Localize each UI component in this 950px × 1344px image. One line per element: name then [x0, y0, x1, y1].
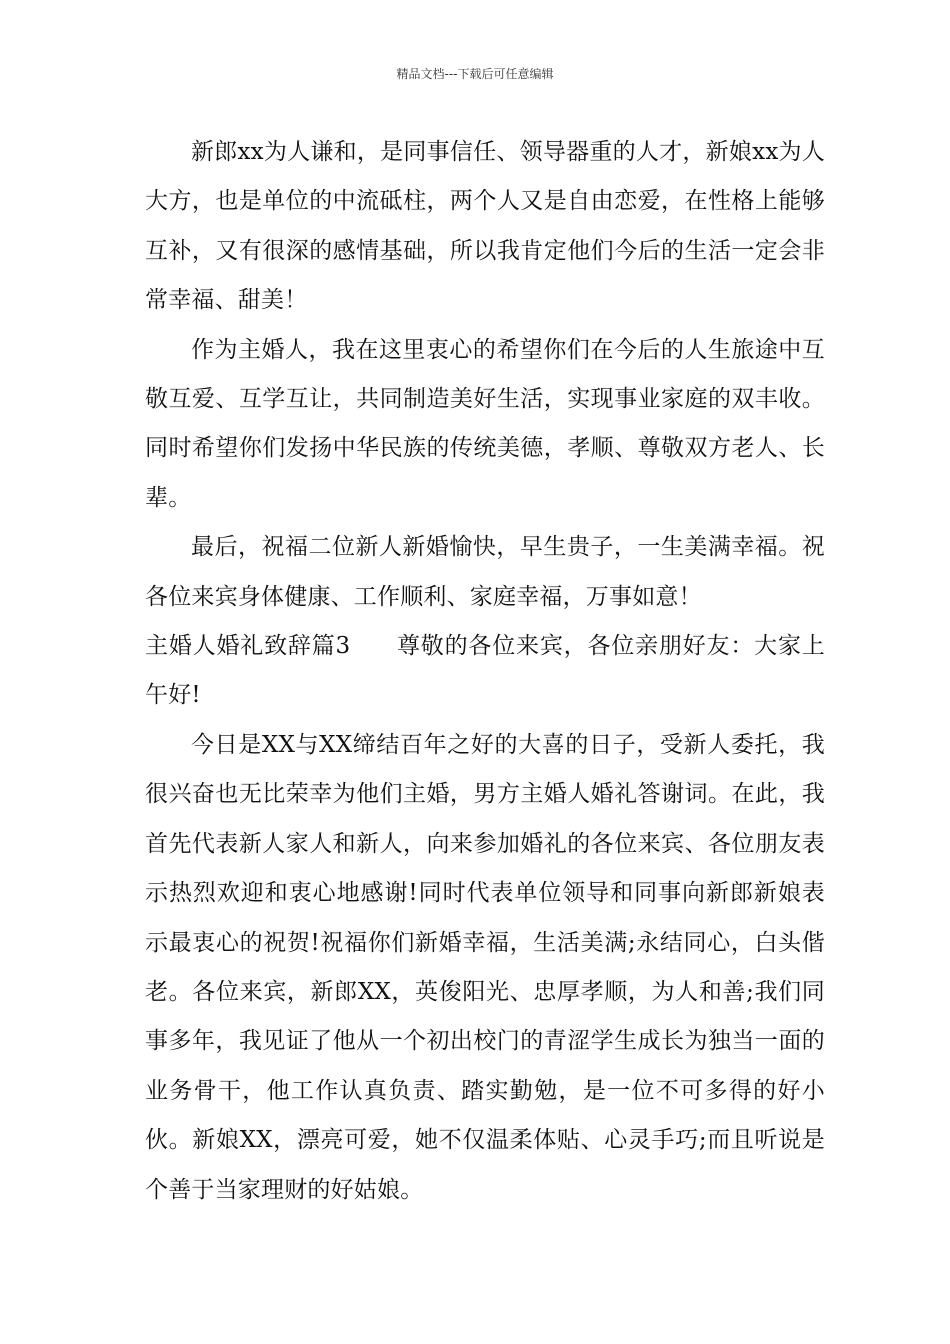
- paragraph-officiant-wishes: 作为主婚人，我在这里衷心的希望你们在今后的人生旅途中互敬互爱、互学互让，共同制造美好生活，实现事业家庭的双丰收。同时希望你们发扬中华民族的传统美德，孝顺、尊敬双方老人、长辈。: [145, 336, 825, 511]
- paragraph-section-heading: [145, 622, 825, 721]
- paragraph-wedding-speech: 今日是XX与XX缔结百年之好的大喜的日子，受新人委托，我很兴奋也无比荣幸为他们主婚，男方主婚人婚礼答谢词。在此，我首先代表新人家人和新人，向来参加婚礼的各位来宾、各位朋友表示热烈欢迎和衷心地感谢!同时代表单位领导和同事向新郎新娘表示最衷心的祝贺!祝福你们新婚幸福，生活美满;永结同心，白头偕老。各位来宾，新郎XX，英俊阳光、忠厚孝顺，为人和善;我们同事多年，我见证了他从一个初出校门的青涩学生成长为独当一面的业务骨干，他工作认真负责、踏实勤勉，是一位不可多得的好小伙。新娘XX，漂亮可爱，她不仅温柔体贴、心灵手巧;而且听说是个善于当家理财的好姑娘。: [145, 731, 825, 1203]
- paragraph-couple-intro: 新郎xx为人谦和，是同事信任、领导器重的人才，新娘xx为人大方，也是单位的中流砥柱，两个人又是自由恋爱，在性格上能够互补，又有很深的感情基础，所以我肯定他们今后的生活一定会非常幸福、甜美！: [145, 139, 825, 314]
- paragraph-final-blessing: 最后，祝福二位新人新婚愉快，早生贵子，一生美满幸福。祝各位来宾身体健康、工作顺利、家庭幸福，万事如意！: [145, 534, 825, 610]
- document-body: [145, 128, 825, 1215]
- section-title: 主婚人婚礼致辞篇3: [145, 633, 351, 660]
- greeting-text: 尊敬的各位来宾，各位亲朋好友：大家上午好!: [145, 633, 825, 709]
- page-header: 精品文档---下载后可任意编辑: [396, 67, 554, 81]
